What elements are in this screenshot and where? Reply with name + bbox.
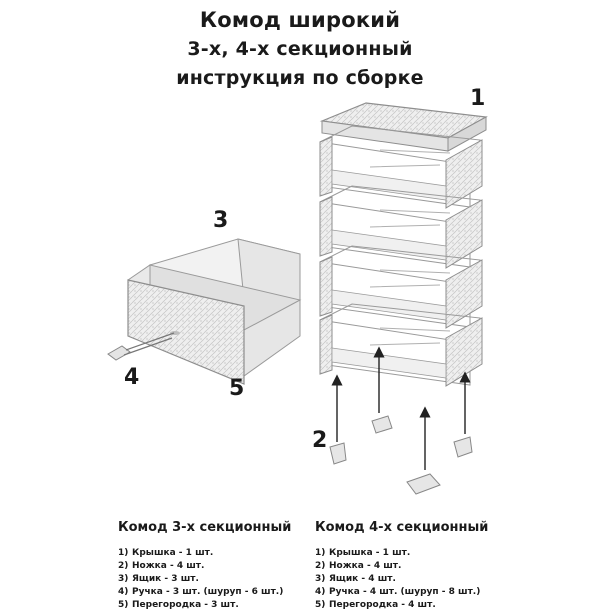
callout-handle: 4 xyxy=(124,365,140,390)
list-item: 4) Ручка - 4 шт. (шуруп - 8 шт.) xyxy=(315,587,481,597)
list-item: 3) Ящик - 3 шт. xyxy=(118,574,199,584)
callout-partition: 5 xyxy=(229,376,245,401)
leg-parts xyxy=(330,416,472,494)
callout-leg: 2 xyxy=(312,428,328,453)
drawer-illustration xyxy=(128,239,300,384)
list-item: 1) Крышка - 1 шт. xyxy=(118,548,214,558)
title-line-sections: 3-х, 4-х секционный xyxy=(187,38,413,60)
list-item: 3) Ящик - 4 шт. xyxy=(315,574,396,584)
parts-list-4-section xyxy=(315,519,488,612)
list-item: 4) Ручка - 3 шт. (шуруп - 6 шт.) xyxy=(118,587,284,597)
list-item: 2) Ножка - 4 шт. xyxy=(315,561,402,571)
callout-lid: 1 xyxy=(470,86,486,111)
list-item: 2) Ножка - 4 шт. xyxy=(118,561,205,571)
parts-list-heading: Комод 4-х секционный xyxy=(315,520,489,535)
list-item: 5) Перегородка - 4 шт. xyxy=(315,600,436,610)
list-item: 5) Перегородка - 3 шт. xyxy=(118,600,239,610)
parts-list-heading: Комод 3-х секционный xyxy=(118,520,292,535)
callout-drawer: 3 xyxy=(213,208,229,233)
title-line-product: Комод широкий xyxy=(199,8,401,32)
lid-illustration xyxy=(322,103,486,151)
list-item: 1) Крышка - 1 шт. xyxy=(315,548,411,558)
parts-list-3-section xyxy=(118,519,291,612)
title-line-instruction: инструкция по сборке xyxy=(176,67,424,89)
